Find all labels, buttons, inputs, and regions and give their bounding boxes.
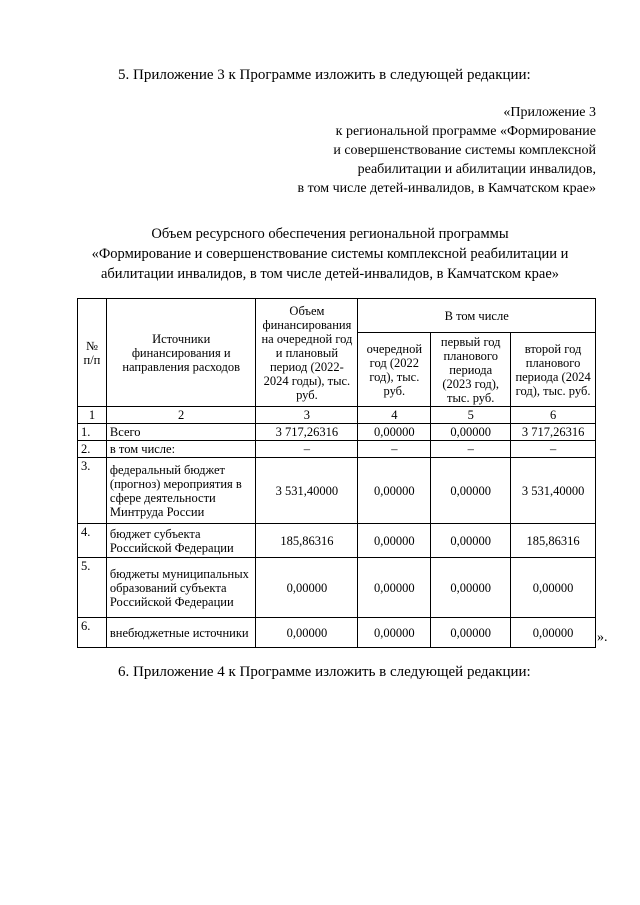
appendix-line: в том числе детей-инвалидов, в Камчатском крае» — [297, 181, 596, 196]
outro-paragraph: 6. Приложение 4 к Программе изложить в следующей редакции: — [118, 664, 531, 680]
header-num: № п/п — [78, 299, 107, 407]
row-total: 185,86316 — [256, 524, 358, 558]
row-name: внебюджетные источники — [106, 618, 256, 648]
appendix-line: реабилитации и абилитации инвалидов, — [357, 162, 596, 177]
intro-paragraph: 5. Приложение 3 к Программе изложить в следующей редакции: — [118, 67, 531, 83]
row-year-1: 0,00000 — [358, 524, 431, 558]
column-number: 6 — [511, 407, 596, 424]
appendix-heading — [297, 103, 596, 198]
table-row — [78, 618, 596, 648]
closing-quote-mark: ». — [597, 630, 608, 645]
appendix-line: «Приложение 3 — [503, 105, 596, 120]
table-row — [78, 558, 596, 618]
column-number: 4 — [358, 407, 431, 424]
column-number-row — [78, 407, 596, 424]
header-year-3: второй год планового периода (2024 год), тыс. руб. — [511, 333, 596, 407]
row-total: 3 531,40000 — [256, 458, 358, 524]
row-num: 3. — [78, 458, 107, 524]
row-year-3: 3 531,40000 — [511, 458, 596, 524]
row-num: 2. — [78, 441, 107, 458]
row-num: 1. — [78, 424, 107, 441]
table-row — [78, 458, 596, 524]
row-year-3: 0,00000 — [511, 558, 596, 618]
row-year-2: – — [431, 441, 511, 458]
header-including: В том числе — [358, 299, 596, 333]
row-year-1: 0,00000 — [358, 458, 431, 524]
row-year-2: 0,00000 — [431, 424, 511, 441]
table-row — [78, 424, 596, 441]
row-year-2: 0,00000 — [431, 618, 511, 648]
row-name: бюджет субъекта Российской Федерации — [106, 524, 256, 558]
header-year-1: очередной год (2022 год), тыс. руб. — [358, 333, 431, 407]
header-year-2: первый год планового периода (2023 год), тыс. руб. — [431, 333, 511, 407]
row-year-3: 0,00000 — [511, 618, 596, 648]
row-name: федеральный бюджет (прогноз) мероприятия в сфере деятельности Минтруда России — [106, 458, 256, 524]
table-row — [78, 524, 596, 558]
row-year-3: 3 717,26316 — [511, 424, 596, 441]
column-number: 1 — [78, 407, 107, 424]
row-year-1: 0,00000 — [358, 424, 431, 441]
column-number: 2 — [106, 407, 256, 424]
row-year-1: – — [358, 441, 431, 458]
row-year-2: 0,00000 — [431, 458, 511, 524]
header-volume: Объем финансирования на очередной год и плановый период (2022-2024 годы), тыс. руб. — [256, 299, 358, 407]
row-year-1: 0,00000 — [358, 558, 431, 618]
title-line: абилитации инвалидов, в том числе детей-инвалидов, в Камчатском крае» — [100, 266, 560, 282]
appendix-line: и совершенствование системы комплексной — [333, 143, 596, 158]
row-total: 0,00000 — [256, 618, 358, 648]
row-name: Всего — [106, 424, 256, 441]
table-row — [78, 441, 596, 458]
row-name: в том числе: — [106, 441, 256, 458]
header-source: Источники финансирования и направления расходов — [106, 299, 256, 407]
row-year-2: 0,00000 — [431, 558, 511, 618]
column-number: 3 — [256, 407, 358, 424]
row-total: – — [256, 441, 358, 458]
funding-table — [77, 298, 596, 648]
column-number: 5 — [431, 407, 511, 424]
row-year-2: 0,00000 — [431, 524, 511, 558]
document-title — [60, 224, 600, 284]
title-line: «Формирование и совершенствование системы комплексной реабилитации и — [91, 246, 569, 262]
row-year-3: 185,86316 — [511, 524, 596, 558]
row-num: 4. — [78, 524, 107, 558]
title-line: Объем ресурсного обеспечения региональной программы — [151, 226, 509, 242]
row-total: 3 717,26316 — [256, 424, 358, 441]
row-name: бюджеты муниципальных образований субъекта Российской Федерации — [106, 558, 256, 618]
row-num: 6. — [78, 618, 107, 648]
row-year-3: – — [511, 441, 596, 458]
row-num: 5. — [78, 558, 107, 618]
appendix-line: к региональной программе «Формирование — [335, 124, 596, 139]
row-year-1: 0,00000 — [358, 618, 431, 648]
row-total: 0,00000 — [256, 558, 358, 618]
